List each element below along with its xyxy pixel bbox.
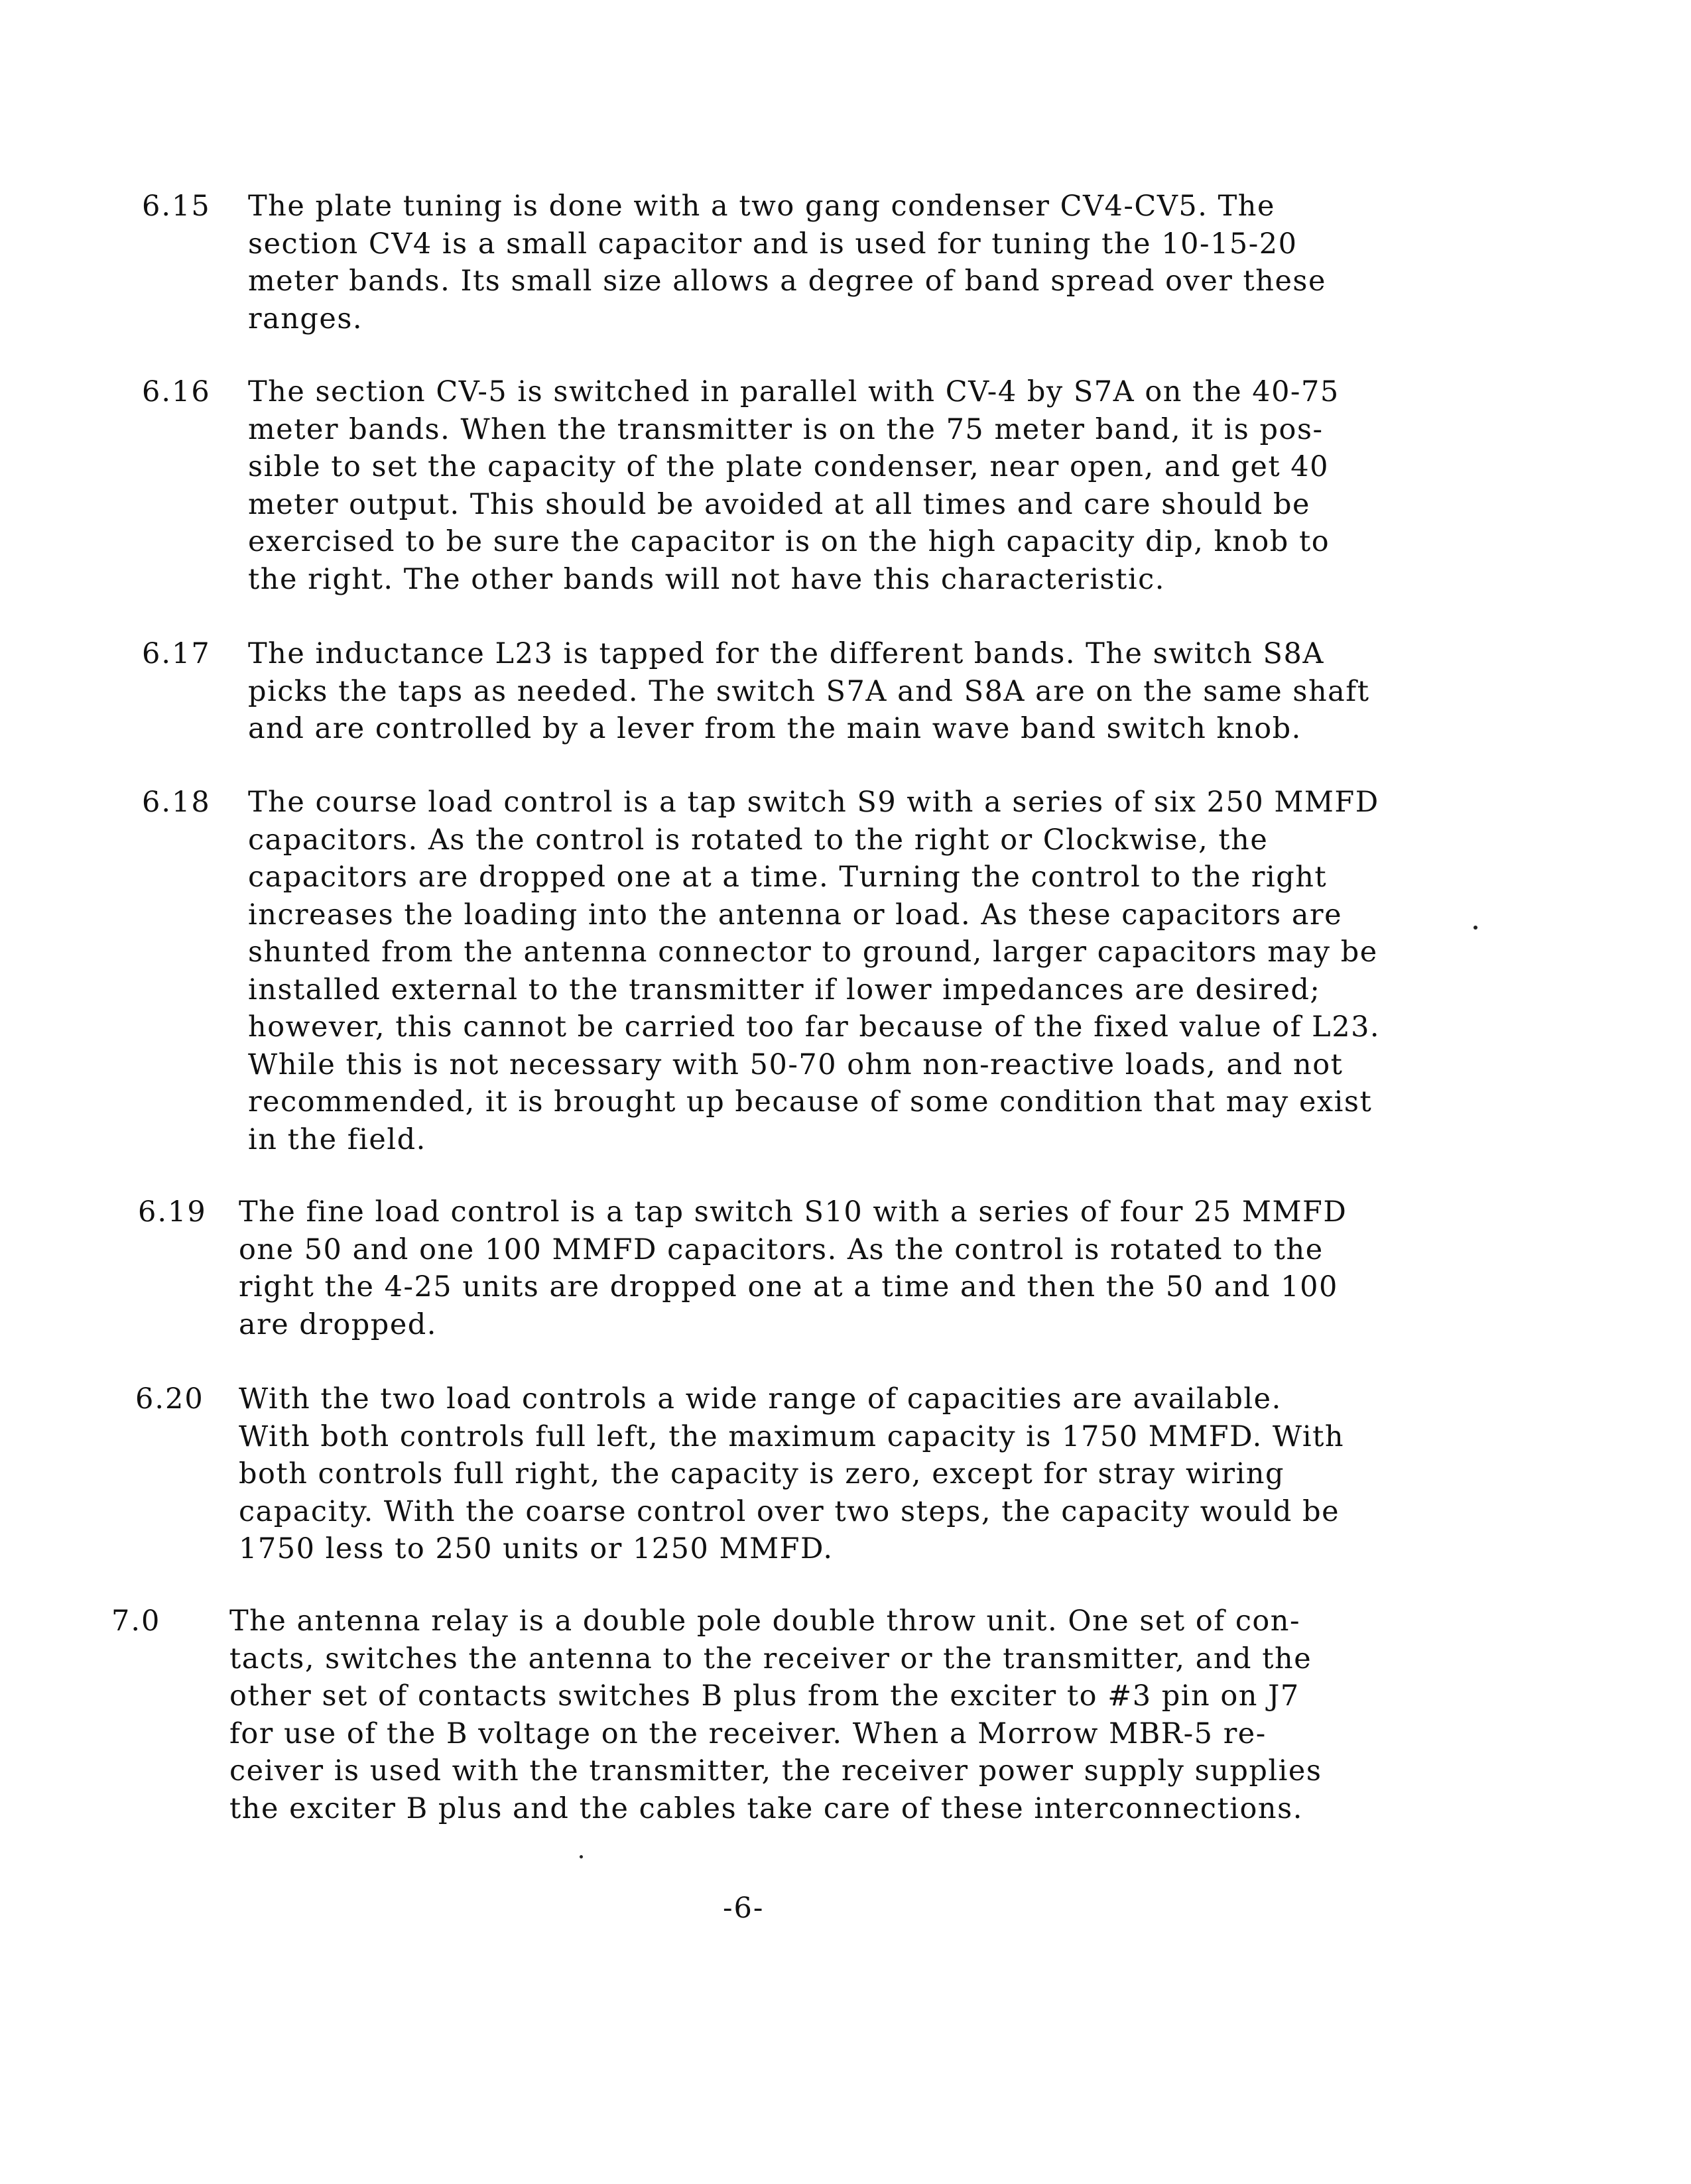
section-number: 6.20 (135, 1382, 204, 1416)
text-line: shunted from the antenna connector to ground, larger capacitors may be (248, 936, 1378, 969)
text-line: installed external to the transmitter if lower impedances are desired; (248, 973, 1321, 1006)
scan-speck (1473, 926, 1477, 930)
text-line: With both controls full left, the maximum capacity is 1750 MMFD. With (239, 1420, 1345, 1453)
section-body (239, 1193, 1347, 1343)
text-line: increases the loading into the antenna or load. As these capacitors are (248, 898, 1343, 932)
text-line: capacitors. As the control is rotated to the right or Clockwise, the (248, 823, 1269, 857)
text-line: With the two load controls a wide range of capacities are available. (239, 1382, 1282, 1416)
text-line: While this is not necessary with 50-70 ohm non-reactive loads, and not (248, 1048, 1344, 1081)
text-line: both controls full right, the capacity is zero, except for stray wiring (239, 1457, 1285, 1490)
text-line: the exciter B plus and the cables take care of these interconnections. (229, 1791, 1303, 1825)
section-body (248, 784, 1380, 1158)
text-line: ranges. (248, 302, 363, 335)
text-line: sible to set the capacity of the plate condenser, near open, and get 40 (248, 450, 1329, 483)
text-line: are dropped. (239, 1307, 437, 1341)
text-line: meter bands. When the transmitter is on the 75 meter band, it is pos- (248, 412, 1324, 446)
text-line: tacts, switches the antenna to the receiver or the transmitter, and the (229, 1642, 1312, 1675)
text-line: picks the taps as needed. The switch S7A and S8A are on the same shaft (248, 674, 1370, 708)
section-number: 6.17 (142, 637, 211, 670)
page-number: -6- (723, 1892, 765, 1925)
text-line: The fine load control is a tap switch S10 with a series of four 25 MMFD (239, 1195, 1347, 1229)
text-line: capacitors are dropped one at a time. Turning the control to the right (248, 861, 1328, 894)
text-line: capacity. With the coarse control over two steps, the capacity would be (239, 1494, 1340, 1528)
text-line: in the field. (248, 1122, 426, 1156)
text-line: the right. The other bands will not have this characteristic. (248, 562, 1165, 596)
section-number: 6.16 (142, 375, 211, 408)
text-line: ceiver is used with the transmitter, the receiver power supply supplies (229, 1754, 1322, 1788)
section-body (248, 635, 1370, 748)
section-number: 6.19 (138, 1195, 207, 1229)
text-line: The antenna relay is a double pole double throw unit. One set of con- (229, 1605, 1301, 1638)
text-line: right the 4-25 units are dropped one at a time and then the 50 and 100 (239, 1270, 1338, 1304)
text-line: The inductance L23 is tapped for the different bands. The switch S8A (248, 637, 1324, 670)
section-body (248, 373, 1340, 598)
text-line: and are controlled by a lever from the main wave band switch knob. (248, 712, 1302, 745)
text-line: 1750 less to 250 units or 1250 MMFD. (239, 1532, 834, 1565)
text-line: other set of contacts switches B plus from the exciter to #3 pin on J7 (229, 1679, 1300, 1713)
section-body (248, 188, 1326, 337)
section-number: 6.18 (142, 786, 211, 819)
text-line: meter output. This should be avoided at all times and care should be (248, 487, 1310, 521)
text-line: exercised to be sure the capacitor is on the high capacity dip, knob to (248, 525, 1330, 558)
text-line: The section CV-5 is switched in parallel with CV-4 by S7A on the 40-75 (248, 375, 1340, 408)
text-line: one 50 and one 100 MMFD capacitors. As the control is rotated to the (239, 1233, 1324, 1266)
text-line: The plate tuning is done with a two gang condenser CV4-CV5. The (248, 190, 1275, 223)
text-line: recommended, it is brought up because of some condition that may exist (248, 1085, 1373, 1119)
text-line: meter bands. Its small size allows a degree of band spread over these (248, 265, 1326, 298)
text-line: however, this cannot be carried too far because of the fixed value of L23. (248, 1010, 1381, 1044)
text-line: for use of the B voltage on the receiver. When a Morrow MBR-5 re- (229, 1717, 1267, 1750)
section-body (239, 1380, 1344, 1568)
section-number: 7.0 (111, 1605, 161, 1638)
text-line: The course load control is a tap switch S9 with a series of six 250 MMFD (248, 786, 1379, 819)
section-body (229, 1603, 1322, 1827)
text-line: section CV4 is a small capacitor and is used for tuning the 10-15-20 (248, 227, 1298, 261)
scan-speck (580, 1855, 583, 1858)
section-number: 6.15 (142, 190, 211, 223)
